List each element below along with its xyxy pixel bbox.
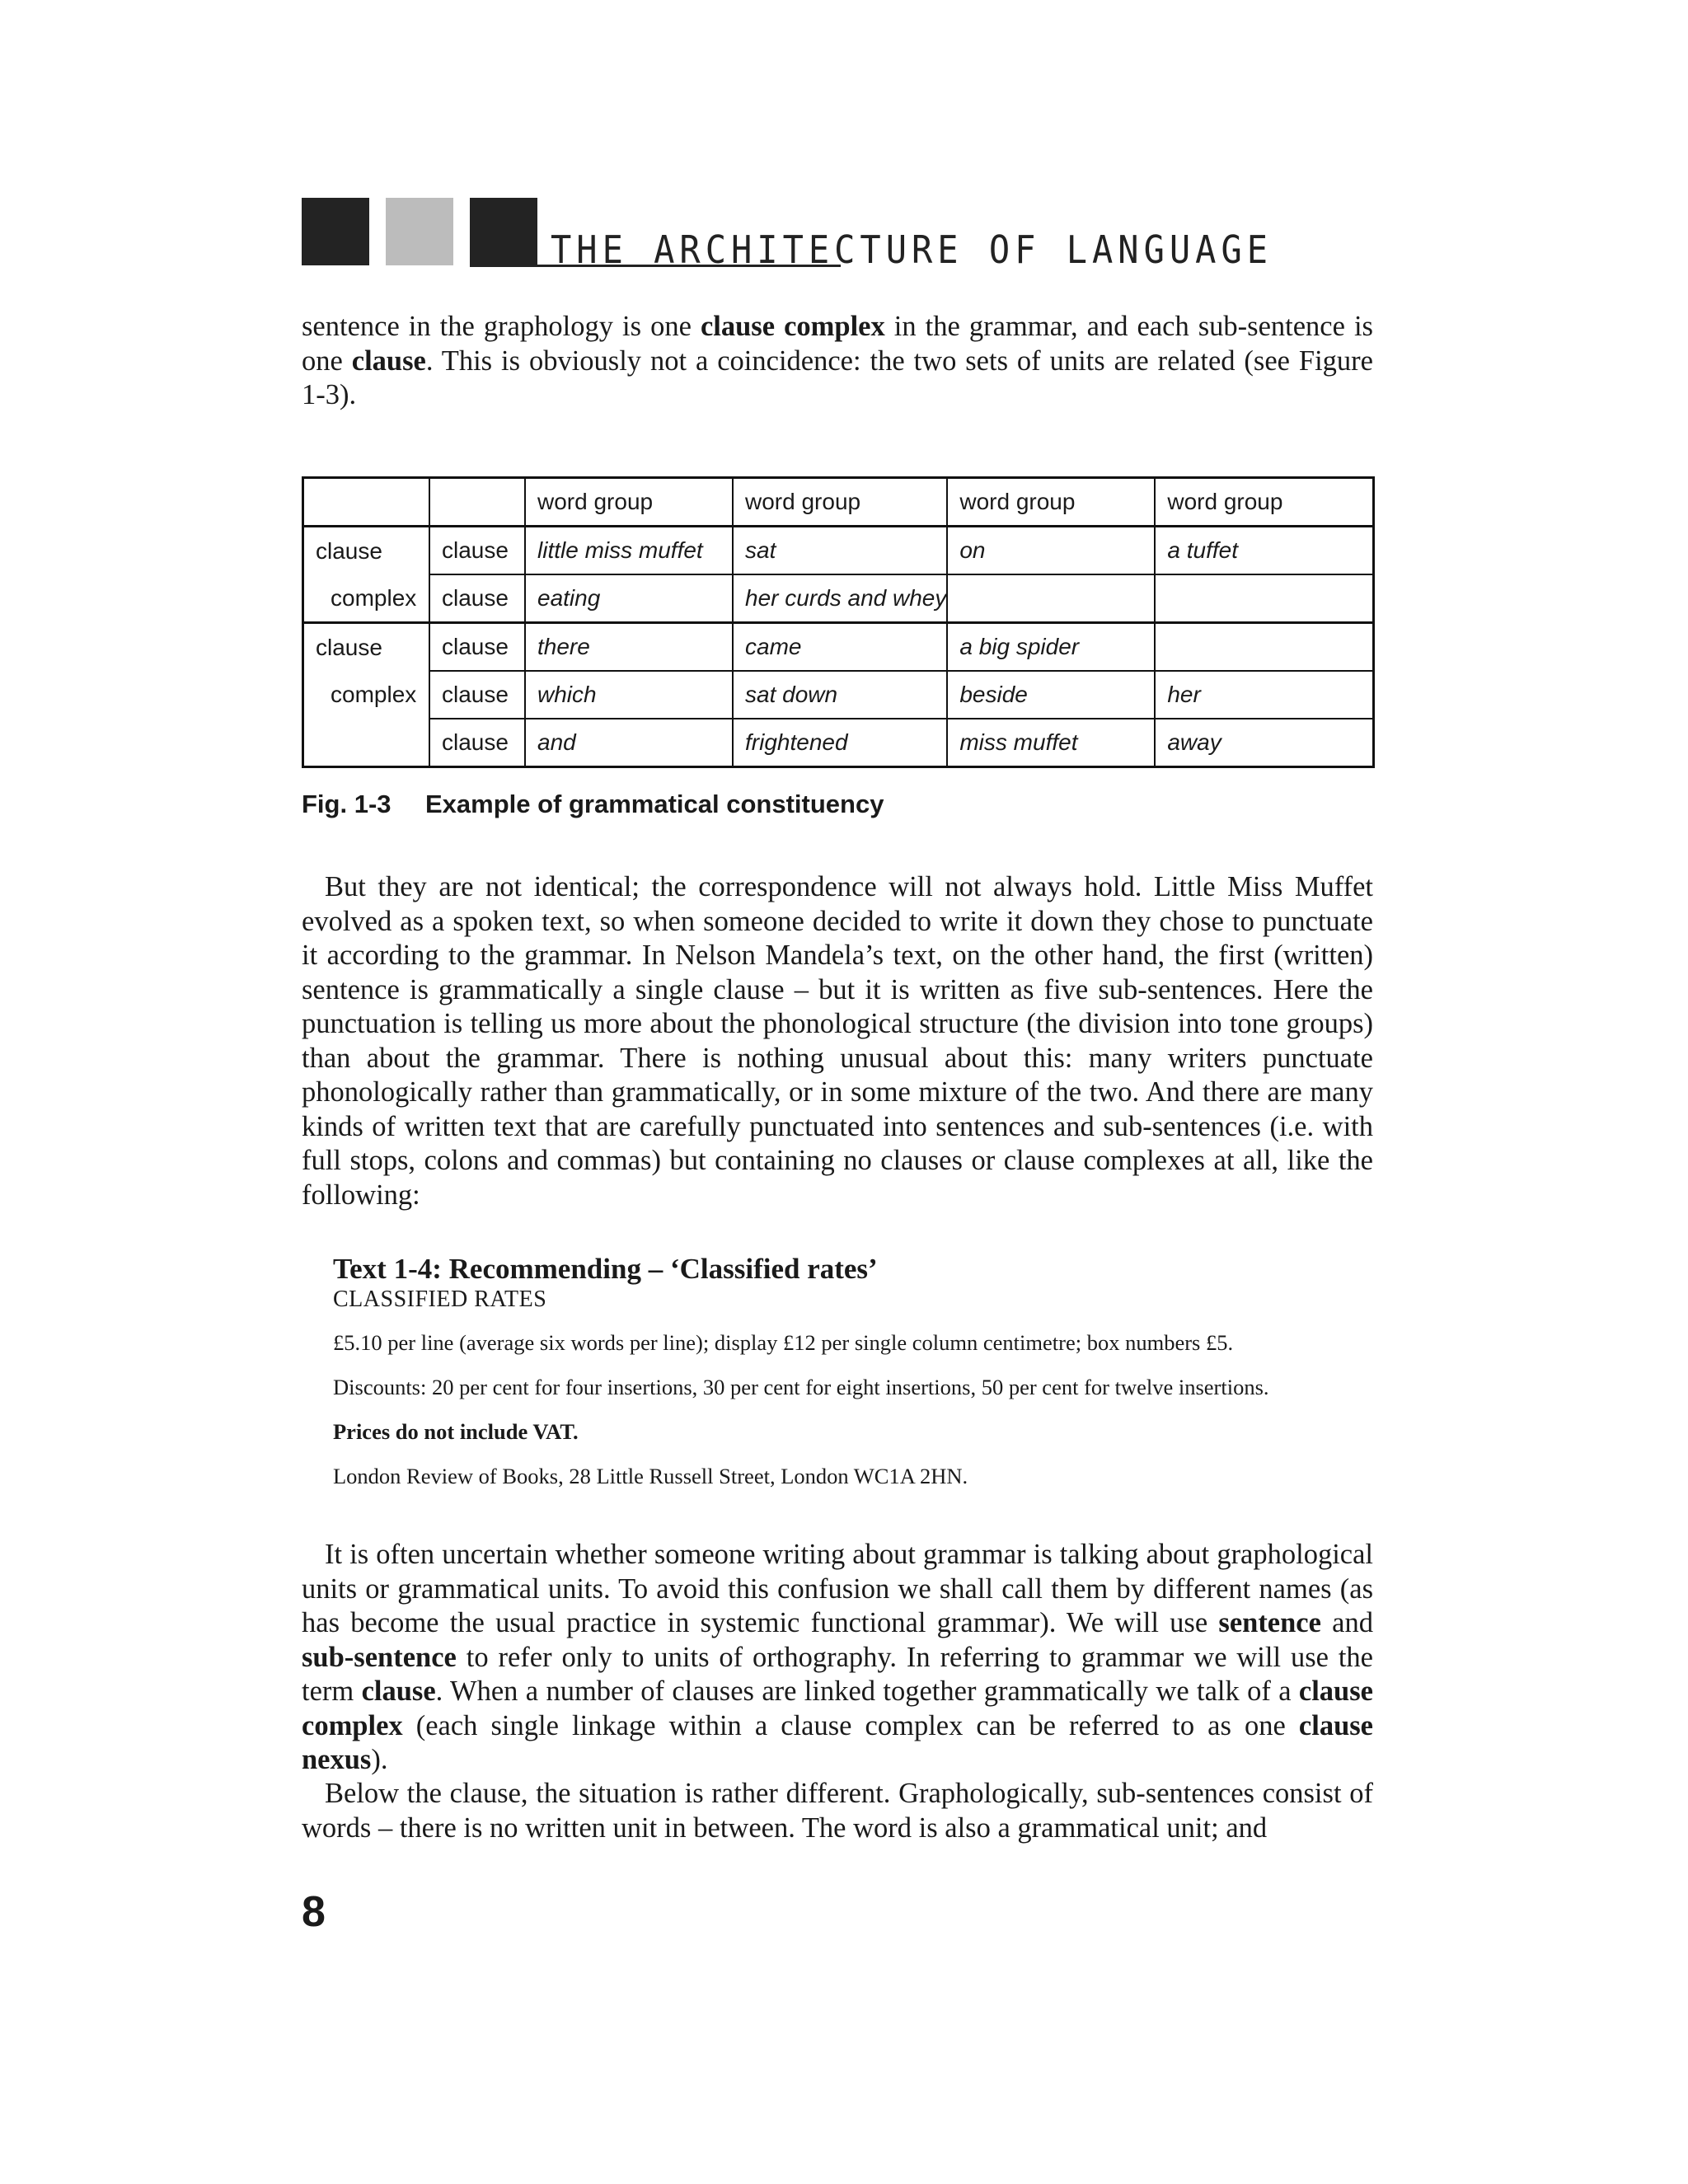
table-header-row: [303, 478, 1374, 527]
text-run: in the grammar, and each sub-sentence is one: [302, 311, 1373, 377]
complex-label: clause: [303, 623, 430, 672]
text-box-line: Prices do not include VAT.: [333, 1419, 579, 1444]
text-run: . This is obviously not a coincidence: the two sets of units are related (see Figure 1-3).: [302, 344, 1373, 410]
text-box-line: London Review of Books, 28 Little Russell Street, London WC1A 2HN.: [333, 1464, 968, 1488]
table-cell: clause: [429, 671, 525, 719]
header-square-dark: [302, 198, 369, 265]
table-cell: clause: [429, 574, 525, 623]
table-row: [303, 623, 1374, 672]
paragraph-1: [302, 310, 1373, 413]
table-cell: and: [525, 719, 733, 767]
text-box-line: £5.10 per line (average six words per line); display £12 per single column centimetre; box numbers £5.: [333, 1330, 1234, 1355]
bold-term: clause nexus: [302, 1709, 1373, 1775]
table-cell: [303, 719, 430, 767]
header-square-dark: [470, 198, 537, 265]
table-cell: a tuffet: [1155, 527, 1373, 575]
table-cell: on: [947, 527, 1155, 575]
table-cell: sat down: [733, 671, 947, 719]
table-cell: a big spider: [947, 623, 1155, 672]
paragraph-3: [302, 1538, 1373, 1778]
table-cell: came: [733, 623, 947, 672]
table-cell: away: [1155, 719, 1373, 767]
header-square-light: [386, 198, 453, 265]
bold-term: sub-sentence: [302, 1641, 457, 1673]
page-number: 8: [302, 1888, 326, 1936]
table-cell: sat: [733, 527, 947, 575]
text-box-subtitle: CLASSIFIED RATES: [333, 1286, 547, 1312]
table-cell: beside: [947, 671, 1155, 719]
text-run: and: [1320, 1607, 1373, 1638]
table-cell: word group: [1155, 478, 1373, 527]
table-cell: which: [525, 671, 733, 719]
table-cell: clause: [429, 623, 525, 672]
figure-caption: [302, 790, 884, 819]
table-cell: eating: [525, 574, 733, 623]
constituency-table: [302, 476, 1375, 768]
table-cell: [429, 478, 525, 527]
table-cell: clause: [429, 719, 525, 767]
table-cell: there: [525, 623, 733, 672]
table-cell: her: [1155, 671, 1373, 719]
table-cell: her curds and whey: [733, 574, 947, 623]
complex-label: clause: [303, 527, 430, 575]
table-row: [303, 574, 1374, 623]
bold-term: clause complex: [700, 311, 885, 342]
table-cell: miss muffet: [947, 719, 1155, 767]
table-cell: little miss muffet: [525, 527, 733, 575]
header-title: THE ARCHITECTURE OF LANGUAGE: [551, 227, 1273, 272]
text-run: (each single linkage within a clause complex can be referred to as one: [402, 1709, 1299, 1741]
text-run: . When a number of clauses are linked together grammatically we talk of a: [435, 1675, 1299, 1707]
bold-term: clause complex: [302, 1675, 1373, 1741]
text-run: sentence in the graphology is one: [302, 311, 701, 342]
text-run: It is often uncertain whether someone writing about grammar is talking about graphological units or grammatical units. To avoid this confusion we shall call them by different names (as has become the usual practice in systemic functional grammar). We will use: [302, 1539, 1373, 1638]
table-cell: word group: [525, 478, 733, 527]
text-box-line: Discounts: 20 per cent for four insertions, 30 per cent for eight insertions, 50 per cent for twelve insertions.: [333, 1375, 1269, 1399]
example-text-box: [333, 1253, 1372, 1507]
running-header: [302, 198, 1373, 272]
paragraph-4: Below the clause, the situation is rather different. Graphologically, sub-sentences consist of words – there is no written unit in between. The word is also a grammatical unit; and: [302, 1778, 1373, 1844]
table-cell: [1155, 574, 1373, 623]
complex-label: complex: [303, 671, 430, 719]
figure-caption-text: Example of grammatical constituency: [425, 790, 884, 818]
table-cell: clause: [429, 527, 525, 575]
table-cell: word group: [733, 478, 947, 527]
table-cell: [1155, 623, 1373, 672]
bold-term: clause: [351, 344, 426, 377]
table-cell: frightened: [733, 719, 947, 767]
complex-label: complex: [303, 574, 430, 623]
table-row: [303, 719, 1374, 767]
table-cell: [303, 478, 430, 527]
table-row: [303, 527, 1374, 575]
paragraph-2: But they are not identical; the correspondence will not always hold. Little Miss Muffet evolved as a spoken text, so when someone decided to write it down they chose to punctuate it according to the grammar. In Nelson Mandela’s text, on the other hand, the first (written) sentence is grammatically a single clause – but it is written as five sub-sentences. Here the punctuation is telling us more about the phonological structure (the division into tone groups) than about the grammar. There is nothing unusual about this: many writers punctuate phonologically rather than grammatically, or in some mixture of the two. And there are many kinds of written text that are carefully punctuated into sentences and sub-sentences (i.e. with full stops, colons and commas) but containing no clauses or clause complexes at all, like the following:: [302, 871, 1373, 1211]
text-run: ).: [371, 1744, 388, 1775]
bold-term: clause: [361, 1675, 436, 1707]
bold-term: sentence: [1218, 1607, 1321, 1638]
table-row: [303, 671, 1374, 719]
text-box-title: Text 1-4: Recommending – ‘Classified rates’: [333, 1253, 878, 1285]
table-cell: word group: [947, 478, 1155, 527]
figure-number: Fig. 1-3: [302, 790, 392, 818]
table-cell: [947, 574, 1155, 623]
text-run: to refer only to units of orthography. In referring to grammar we will use the term: [302, 1641, 1373, 1707]
